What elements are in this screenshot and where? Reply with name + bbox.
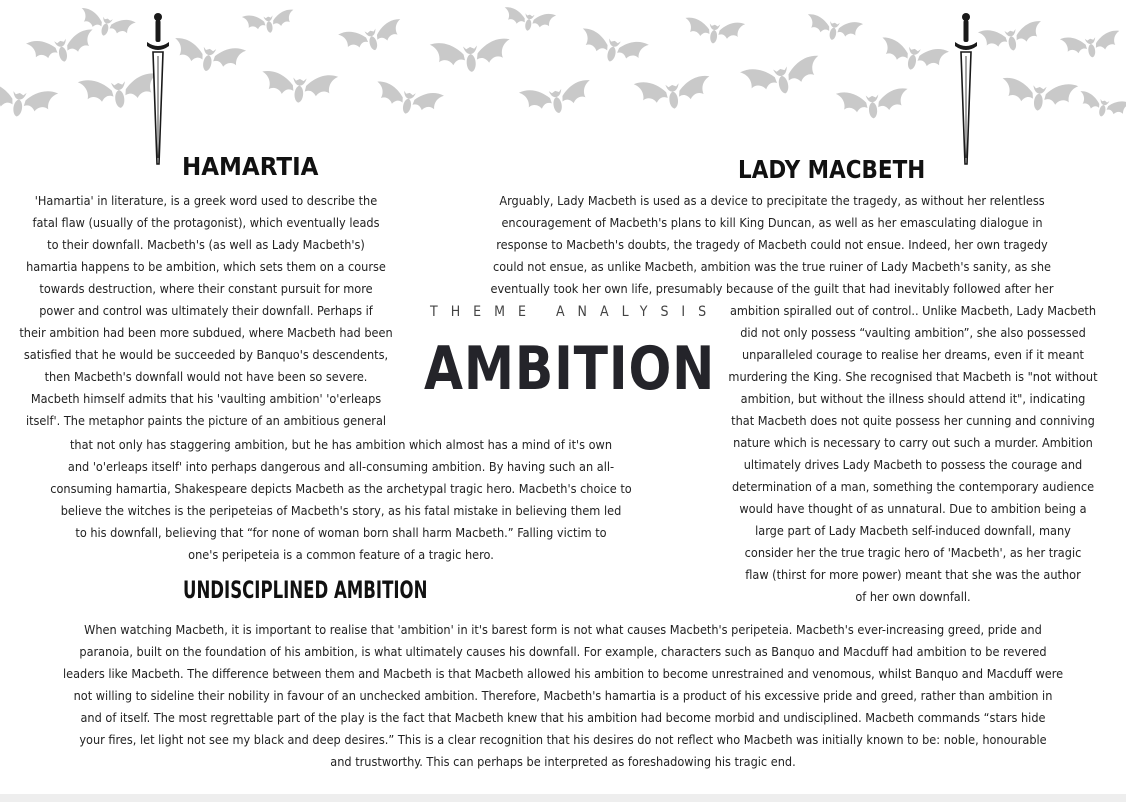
text-line: and 'o'erleaps itself' into perhaps dangerous and all-consuming ambition. By having such an all- — [67, 459, 615, 474]
lady-macbeth-heading: LADY MACBETH — [738, 155, 926, 184]
bat-icon — [170, 37, 246, 77]
hamartia-body — [2, 190, 410, 432]
text-line: itself'. The metaphor paints the picture of an ambitious general — [25, 413, 387, 428]
dagger-icon — [144, 12, 172, 168]
text-line: determination of a man, something the contemporary audience — [731, 479, 1095, 494]
text-line: ambition spiralled out of control.. Unlike Macbeth, Lady Macbeth — [729, 303, 1097, 318]
text-line: consuming hamartia, Shakespeare depicts Macbeth as the archetypal tragic hero. Macbeth's choice to — [50, 481, 632, 496]
text-line: large part of Lady Macbeth self-induced downfall, many — [755, 523, 1071, 538]
text-line: and trustworthy. This can perhaps be interpreted as foreshadowing his tragic end. — [330, 754, 796, 769]
text-line: murdering the King. She recognised that Macbeth is "not without — [728, 369, 1098, 384]
bat-icon — [1076, 91, 1126, 123]
text-line: eventually took her own life, presumably because of the guilt that had inevitably followed after her — [490, 281, 1054, 296]
bat-icon — [877, 37, 949, 77]
text-line: your fires, let light not see my black and deep desires.” This is a clear recognition that his desires do not reflect who Macbeth was initially known to be: noble, honourable — [79, 732, 1047, 747]
bat-icon — [1000, 77, 1079, 114]
bat-icon — [978, 20, 1045, 56]
bat-icon — [372, 81, 444, 121]
text-line: 'Hamartia' in literature, is a greek word used to describe the — [34, 193, 378, 208]
bat-icon — [740, 55, 825, 102]
text-line: Macbeth himself admits that his 'vaulting ambition' 'o'erleaps — [30, 391, 382, 406]
theme-analysis-label: THEME ANALYSIS — [430, 304, 720, 320]
bat-icon — [683, 17, 745, 46]
lady-macbeth-body — [418, 190, 1126, 300]
bat-icon — [26, 29, 98, 69]
text-line: that not only has staggering ambition, but he has ambition which almost has a mind of it's own — [69, 437, 613, 452]
text-line: ultimately drives Lady Macbeth to possess the courage and — [743, 457, 1083, 472]
page-title: AMBITION — [424, 334, 716, 404]
text-line: to his downfall, believing that “for none of woman born shall harm Macbeth.” Falling victim to — [75, 525, 607, 540]
footer-bar — [0, 794, 1126, 802]
text-line: hamartia happens to be ambition, which sets them on a course — [26, 259, 386, 274]
text-line: of her own downfall. — [855, 589, 971, 604]
dagger-icon — [952, 12, 980, 168]
text-line: one's peripeteia is a common feature of a tragic hero. — [188, 547, 494, 562]
undisciplined-ambition-heading: UNDISCIPLINED AMBITION — [183, 576, 428, 604]
hamartia-heading: HAMARTIA — [182, 152, 319, 181]
text-line: fatal flaw (usually of the protagonist), which eventually leads — [32, 215, 380, 230]
text-line: nature which is necessary to carry out such a murder. Ambition — [733, 435, 1093, 450]
text-line: satisfied that he would be succeeded by Banquo's descendents, — [23, 347, 389, 362]
bat-icon — [804, 14, 863, 45]
undisciplined-ambition-body — [0, 619, 1126, 773]
text-line: to their downfall. Macbeth's (as well as Lady Macbeth's) — [47, 237, 365, 252]
text-line: could not ensue, as unlike Macbeth, ambition was the true ruiner of Lady Macbeth's sanity, as she — [493, 259, 1051, 274]
text-line: and of itself. The most regrettable part of the play is the fact that Macbeth knew that his ambition had become morbid and undisciplined. Macbeth commands “stars hide — [80, 710, 1046, 725]
bat-icon — [430, 38, 512, 75]
text-line: leaders like Macbeth. The difference between them and Macbeth is that Macbeth allowed his ambition to become unrestrained and venomous, whilst Banquo and Macduff were — [62, 666, 1064, 681]
text-line: ambition, but without the illness should attend it", indicating — [740, 391, 1086, 406]
text-line: that Macbeth does not quite possess her cunning and conniving — [731, 413, 1095, 428]
text-line: power and control was ultimately their downfall. Perhaps if — [39, 303, 373, 318]
text-line: unparalleled courage to realise her dreams, even if it meant — [742, 347, 1084, 362]
text-line: their ambition had been more subdued, where Macbeth had been — [19, 325, 393, 340]
text-line: consider her the true tragic hero of 'Macbeth', as her tragic — [744, 545, 1082, 560]
bat-icon — [260, 71, 338, 106]
bat-icon — [634, 75, 713, 112]
text-line: not willing to sideline their nobility in favour of an unchecked ambition. Therefore, Macbeth's hamartia is a product of his excessive pride and greed, rather than ambition in — [73, 688, 1053, 703]
bat-icon — [502, 7, 557, 35]
lady-macbeth-body-continued — [700, 300, 1126, 608]
text-line: would have thought of as unnatural. Due to ambition being a — [739, 501, 1087, 516]
text-line: paranoia, built on the foundation of his ambition, is what ultimately causes his downfall. For example, characters such as Banquo and Macduff had ambition to be revered — [79, 644, 1047, 659]
bat-icon — [836, 88, 910, 121]
text-line: When watching Macbeth, it is important to realise that 'ambition' in it's barest form is not what causes Macbeth's peripeteia. Macbeth's ever-increasing greed, pride and — [84, 622, 1042, 637]
text-line: encouragement of Macbeth's plans to kill King Duncan, as well as her emasculating dialogue in — [501, 215, 1043, 230]
bat-icon — [577, 28, 649, 70]
text-line: then Macbeth's downfall would not have been so severe. — [44, 369, 368, 384]
bat-icon — [338, 18, 406, 58]
text-line: flaw (thirst for more power) meant that she was the author — [745, 567, 1081, 582]
text-line: towards destruction, where their constant pursuit for more — [39, 281, 373, 296]
bat-icon — [519, 79, 595, 119]
bat-icon — [0, 82, 58, 122]
text-line: response to Macbeth's doubts, the tragedy of Macbeth could not ensue. Indeed, her own tragedy — [496, 237, 1048, 252]
hamartia-body-continued — [2, 434, 680, 566]
text-line: did not only possess “vaulting ambition”, she also possessed — [740, 325, 1086, 340]
bat-icon — [242, 9, 296, 36]
text-line: believe the witches is the peripeteias of Macbeth's story, as his fatal mistake in believing them led — [60, 503, 622, 518]
bat-icon — [1060, 30, 1123, 61]
text-line: Arguably, Lady Macbeth is used as a device to precipitate the tragedy, as without her relentless — [499, 193, 1045, 208]
